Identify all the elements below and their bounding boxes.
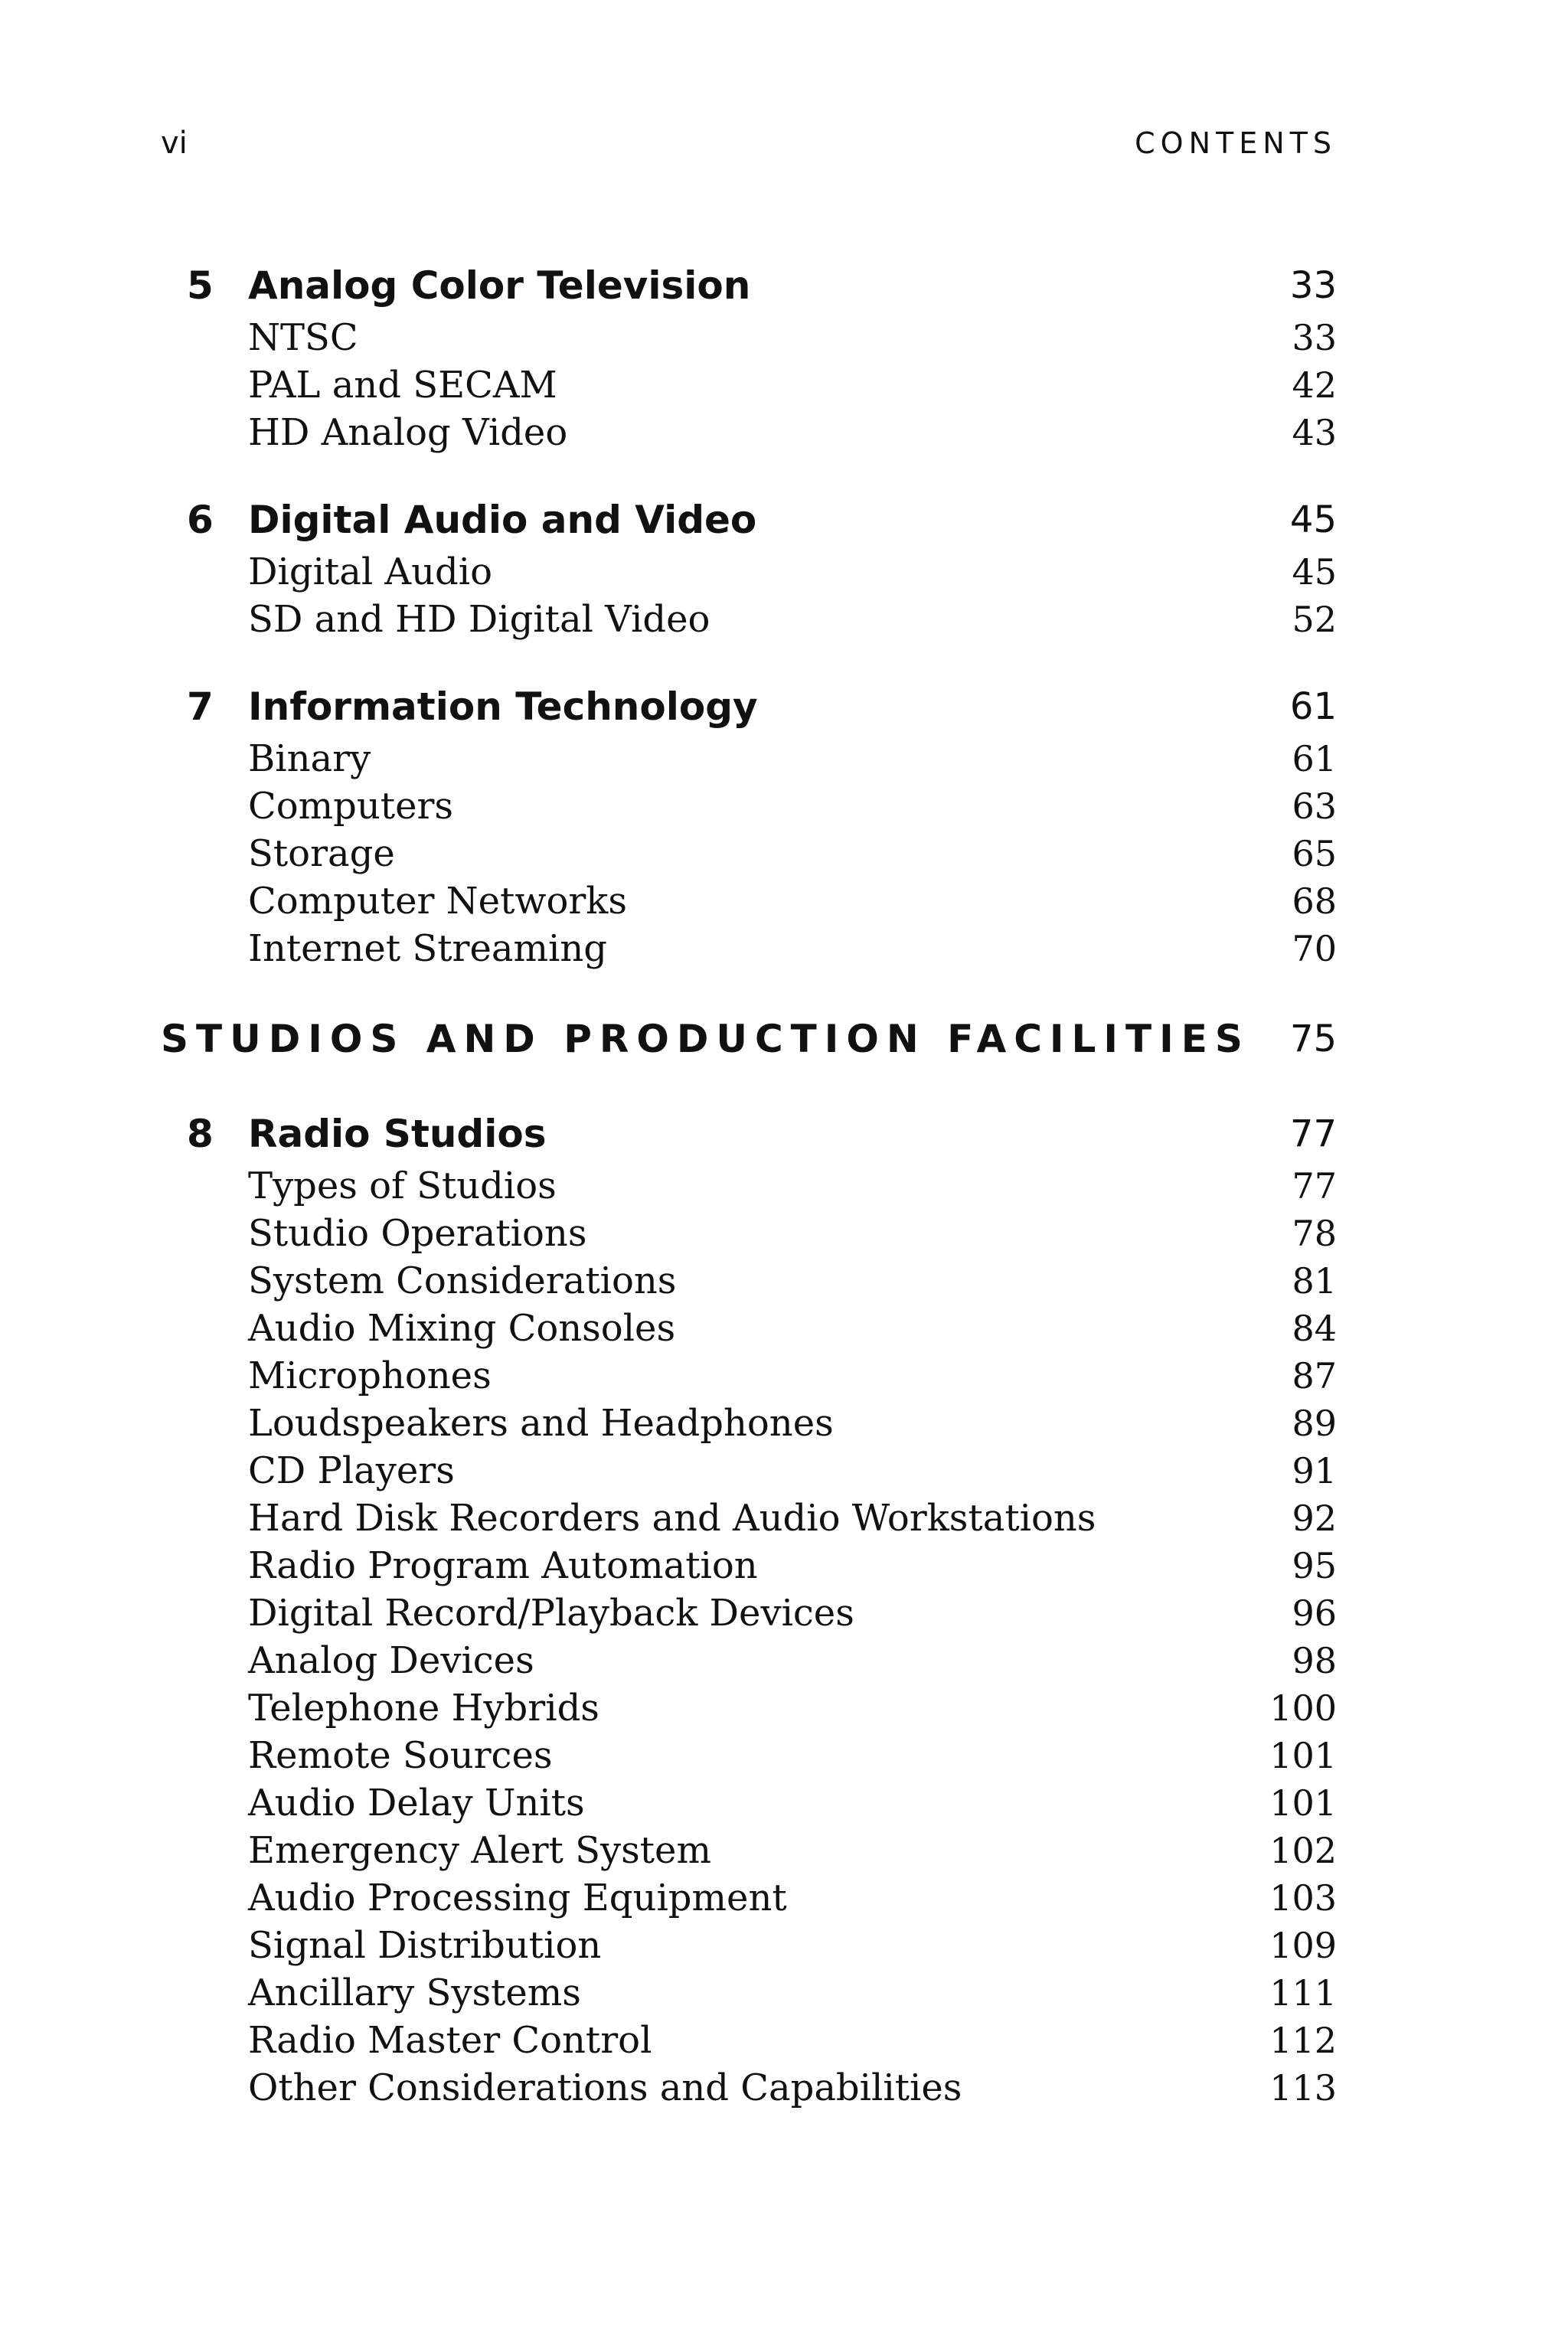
chapter-page: 33 [1289, 264, 1337, 307]
section-title: PAL and SECAM [248, 364, 557, 407]
section-entry [161, 409, 1337, 456]
chapter-title: Radio Studios [248, 1112, 547, 1156]
section-page: 52 [1292, 599, 1337, 640]
part-page: 75 [1289, 1018, 1337, 1060]
section-page: 84 [1292, 1308, 1337, 1349]
section-page: 96 [1292, 1592, 1337, 1634]
part-title: STUDIOS AND PRODUCTION FACILITIES [161, 1017, 1250, 1061]
chapter-number: 5 [187, 263, 214, 308]
section-title: Studio Operations [248, 1212, 587, 1255]
section-page: 78 [1292, 1213, 1337, 1254]
section-page: 102 [1269, 1830, 1337, 1871]
section-entry [161, 877, 1337, 925]
section-title: Signal Distribution [248, 1924, 602, 1967]
section-title: Microphones [248, 1354, 492, 1397]
section-page: 63 [1292, 786, 1337, 827]
section-page: 65 [1292, 833, 1337, 874]
section-entry [161, 1210, 1337, 1257]
section-page: 70 [1292, 928, 1337, 969]
chapter-number: 8 [187, 1112, 214, 1156]
section-entry [161, 314, 1337, 361]
section-title: Loudspeakers and Headphones [248, 1402, 834, 1445]
section-entry [161, 1874, 1337, 1922]
section-entry [161, 1637, 1337, 1684]
section-page: 95 [1292, 1545, 1337, 1586]
section-page: 112 [1269, 2020, 1337, 2061]
page-header [161, 124, 1337, 162]
section-entry [161, 1827, 1337, 1874]
section-entry [161, 1447, 1337, 1494]
chapter-heading [161, 257, 1337, 314]
section-title: Digital Record/Playback Devices [248, 1592, 854, 1635]
chapter-page: 77 [1289, 1112, 1337, 1155]
section-title: Other Considerations and Capabilities [248, 2066, 962, 2109]
chapter-heading [161, 492, 1337, 548]
section-title: Audio Mixing Consoles [248, 1307, 676, 1350]
section-page: 109 [1269, 1925, 1337, 1966]
section-entry [161, 830, 1337, 877]
section-entry [161, 361, 1337, 409]
section-entry [161, 1352, 1337, 1400]
part-heading [161, 1011, 1337, 1067]
section-page: 33 [1292, 317, 1337, 358]
section-title: Binary [248, 737, 371, 780]
section-page: 111 [1269, 1972, 1337, 2014]
section-entry [161, 1969, 1337, 2017]
section-page: 92 [1292, 1498, 1337, 1539]
section-entry [161, 1732, 1337, 1779]
section-entry [161, 735, 1337, 782]
section-entry [161, 1162, 1337, 1210]
section-entry [161, 596, 1337, 643]
chapter-heading [161, 1106, 1337, 1162]
section-entry [161, 2064, 1337, 2112]
section-page: 77 [1292, 1165, 1337, 1207]
section-title: Ancillary Systems [248, 1971, 581, 2014]
section-entry [161, 1494, 1337, 1542]
section-page: 113 [1269, 2067, 1337, 2109]
section-page: 43 [1292, 412, 1337, 453]
section-entry [161, 1542, 1337, 1589]
section-page: 91 [1292, 1450, 1337, 1491]
section-entry [161, 1779, 1337, 1827]
section-page: 101 [1269, 1735, 1337, 1776]
section-entry [161, 1684, 1337, 1732]
section-page: 81 [1292, 1260, 1337, 1302]
running-head: CONTENTS [1135, 126, 1337, 160]
section-title: Computer Networks [248, 880, 628, 923]
section-title: HD Analog Video [248, 411, 568, 454]
chapter-title: Information Technology [248, 684, 758, 729]
section-entry [161, 1400, 1337, 1447]
section-entry [161, 548, 1337, 596]
chapter-title: Analog Color Television [248, 263, 751, 308]
section-title: CD Players [248, 1449, 455, 1492]
section-title: Radio Program Automation [248, 1544, 758, 1587]
section-entry [161, 1589, 1337, 1637]
section-title: Radio Master Control [248, 2019, 652, 2062]
section-entry [161, 782, 1337, 830]
section-entry [161, 925, 1337, 972]
section-page: 103 [1269, 1877, 1337, 1919]
chapter-heading [161, 678, 1337, 735]
section-title: Digital Audio [248, 550, 492, 593]
section-entry [161, 1257, 1337, 1305]
chapter-page: 45 [1289, 498, 1337, 541]
section-title: Telephone Hybrids [248, 1687, 599, 1730]
section-title: Types of Studios [248, 1165, 557, 1207]
section-page: 68 [1292, 880, 1337, 922]
section-title: Emergency Alert System [248, 1829, 711, 1872]
section-page: 42 [1292, 364, 1337, 406]
section-title: Computers [248, 785, 454, 828]
section-title: Internet Streaming [248, 927, 608, 970]
section-page: 89 [1292, 1403, 1337, 1444]
section-title: Remote Sources [248, 1734, 553, 1777]
table-of-contents [161, 257, 1337, 2112]
section-page: 101 [1269, 1782, 1337, 1824]
section-page: 45 [1292, 551, 1337, 593]
section-entry [161, 1305, 1337, 1352]
section-title: Audio Processing Equipment [248, 1877, 787, 1919]
chapter-page: 61 [1289, 685, 1337, 728]
section-page: 61 [1292, 738, 1337, 779]
section-title: Storage [248, 832, 395, 875]
section-title: NTSC [248, 316, 358, 359]
section-page: 87 [1292, 1355, 1337, 1396]
section-page: 100 [1269, 1687, 1337, 1729]
section-entry [161, 1922, 1337, 1969]
section-title: System Considerations [248, 1259, 677, 1302]
section-page: 98 [1292, 1640, 1337, 1681]
section-title: Hard Disk Recorders and Audio Workstations [248, 1497, 1096, 1540]
chapter-number: 6 [187, 498, 214, 542]
section-title: Audio Delay Units [248, 1782, 585, 1824]
page-number: vi [161, 126, 188, 161]
section-title: Analog Devices [248, 1639, 534, 1682]
chapter-number: 7 [187, 684, 214, 729]
section-title: SD and HD Digital Video [248, 598, 710, 641]
chapter-title: Digital Audio and Video [248, 498, 757, 542]
section-entry [161, 2017, 1337, 2064]
